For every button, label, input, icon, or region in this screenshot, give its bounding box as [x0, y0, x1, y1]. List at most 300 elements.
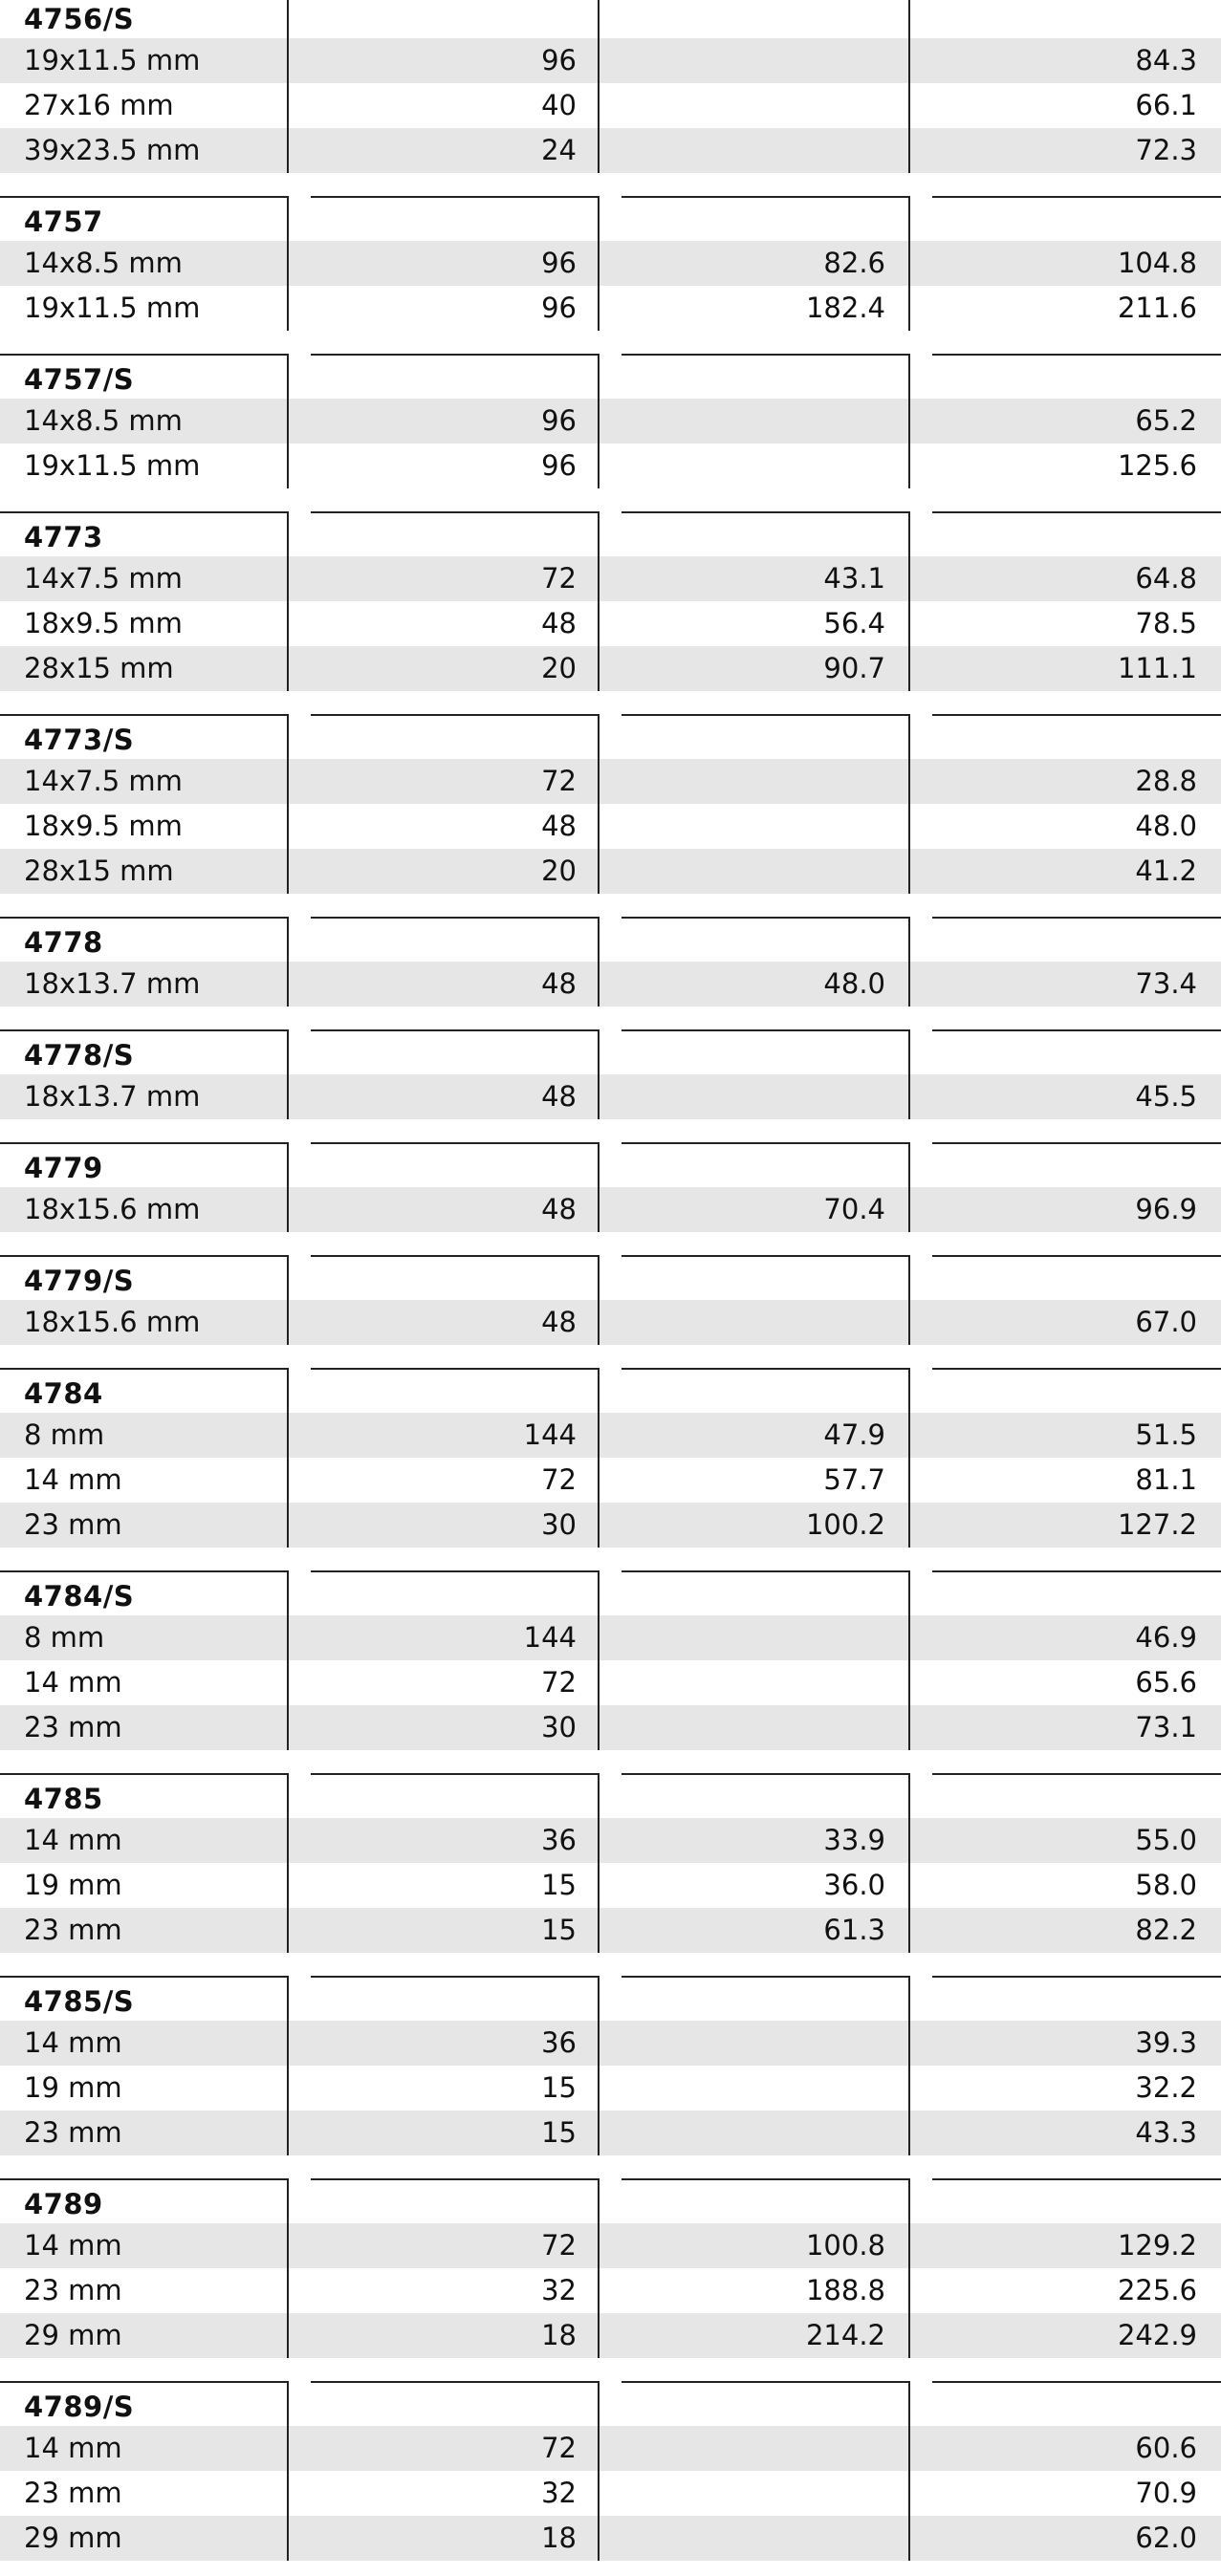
quantity-cell: 18: [541, 2319, 577, 2351]
size-cell: 19 mm: [24, 2071, 122, 2104]
quantity-cell: 48: [541, 1306, 577, 1338]
quantity-cell: 72: [541, 2432, 577, 2464]
product-code: 4757/S: [24, 363, 135, 396]
group-top-border: [311, 196, 600, 198]
size-cell: 19x11.5 mm: [24, 449, 201, 482]
column-divider: [908, 196, 910, 331]
group-top-border: [621, 1773, 910, 1775]
value-cell-2: 64.8: [1135, 562, 1197, 595]
group-top-border: [621, 2178, 910, 2180]
group-header: [0, 1029, 1221, 1074]
value-cell-1: 57.7: [823, 1463, 885, 1496]
value-cell-2: 127.2: [1117, 1508, 1197, 1541]
column-divider: [598, 917, 600, 1007]
table-row: [0, 2516, 1221, 2561]
table-row: [0, 1458, 1221, 1503]
size-cell: 18x15.6 mm: [24, 1193, 201, 1225]
table-row: [0, 286, 1221, 331]
value-cell-1: 36.0: [823, 1869, 885, 1901]
group-top-border: [621, 196, 910, 198]
column-divider: [598, 1976, 600, 2155]
group-top-border: [932, 2381, 1221, 2383]
group-top-border: [0, 917, 289, 919]
group-top-border: [621, 1142, 910, 1144]
table-row: [0, 2066, 1221, 2111]
group-top-border: [621, 714, 910, 716]
value-cell-2: 32.2: [1135, 2071, 1197, 2104]
size-cell: 14 mm: [24, 2026, 122, 2059]
size-cell: 29 mm: [24, 2522, 122, 2554]
column-divider: [287, 1570, 289, 1750]
table-row: [0, 2021, 1221, 2066]
product-group: [0, 1976, 1221, 2155]
table-row: [0, 1818, 1221, 1863]
size-cell: 14 mm: [24, 1824, 122, 1856]
column-divider: [287, 511, 289, 691]
product-code: 4757: [24, 206, 103, 238]
quantity-cell: 15: [541, 2116, 577, 2149]
group-header: [0, 1570, 1221, 1615]
value-cell-2: 211.6: [1117, 292, 1197, 324]
size-cell: 23 mm: [24, 2274, 122, 2306]
size-cell: 14x8.5 mm: [24, 404, 183, 437]
value-cell-2: 81.1: [1135, 1463, 1197, 1496]
size-cell: 27x16 mm: [24, 89, 174, 121]
value-cell-2: 41.2: [1135, 855, 1197, 887]
value-cell-1: 100.2: [805, 1508, 885, 1541]
value-cell-1: 214.2: [805, 2319, 885, 2351]
product-group: [0, 196, 1221, 331]
size-cell: 14x8.5 mm: [24, 247, 183, 279]
quantity-cell: 24: [541, 134, 577, 166]
table-row: [0, 849, 1221, 894]
quantity-cell: 96: [541, 404, 577, 437]
value-cell-2: 129.2: [1117, 2229, 1197, 2262]
value-cell-1: 182.4: [805, 292, 885, 324]
value-cell-2: 73.1: [1135, 1711, 1197, 1743]
quantity-cell: 18: [541, 2522, 577, 2554]
group-top-border: [0, 511, 289, 513]
table-row: [0, 601, 1221, 646]
product-group: [0, 1029, 1221, 1119]
group-top-border: [621, 354, 910, 356]
column-divider: [908, 1255, 910, 1345]
column-divider: [287, 1142, 289, 1232]
group-top-border: [0, 1368, 289, 1370]
group-top-border: [932, 2178, 1221, 2180]
product-group: [0, 1255, 1221, 1345]
value-cell-2: 28.8: [1135, 765, 1197, 797]
group-top-border: [311, 1255, 600, 1257]
group-top-border: [311, 1142, 600, 1144]
value-cell-2: 104.8: [1117, 247, 1197, 279]
column-divider: [287, 1255, 289, 1345]
group-top-border: [311, 1976, 600, 1978]
column-divider: [287, 2381, 289, 2561]
group-top-border: [0, 714, 289, 716]
quantity-cell: 48: [541, 967, 577, 1000]
quantity-cell: 144: [523, 1621, 577, 1654]
size-cell: 28x15 mm: [24, 855, 174, 887]
size-cell: 29 mm: [24, 2319, 122, 2351]
group-header: [0, 196, 1221, 241]
product-code: 4779: [24, 1152, 103, 1184]
column-divider: [908, 1570, 910, 1750]
group-top-border: [311, 1773, 600, 1775]
quantity-cell: 30: [541, 1508, 577, 1541]
product-group: [0, 0, 1221, 173]
size-cell: 14x7.5 mm: [24, 765, 183, 797]
table-row: [0, 1300, 1221, 1345]
column-divider: [287, 714, 289, 894]
group-top-border: [311, 1570, 600, 1572]
size-cell: 23 mm: [24, 2116, 122, 2149]
value-cell-2: 70.9: [1135, 2477, 1197, 2509]
group-header: [0, 2381, 1221, 2426]
table-row: [0, 1908, 1221, 1953]
size-cell: 8 mm: [24, 1418, 105, 1451]
value-cell-1: 56.4: [823, 607, 885, 639]
group-top-border: [621, 2381, 910, 2383]
quantity-cell: 72: [541, 1463, 577, 1496]
value-cell-2: 66.1: [1135, 89, 1197, 121]
quantity-cell: 72: [541, 765, 577, 797]
group-header: [0, 1142, 1221, 1187]
value-cell-1: 48.0: [823, 967, 885, 1000]
column-divider: [908, 511, 910, 691]
value-cell-2: 111.1: [1117, 652, 1197, 684]
group-top-border: [0, 354, 289, 356]
product-group: [0, 511, 1221, 691]
column-divider: [598, 2178, 600, 2358]
quantity-cell: 15: [541, 1914, 577, 1946]
group-top-border: [932, 1368, 1221, 1370]
table-row: [0, 2111, 1221, 2155]
group-top-border: [0, 1773, 289, 1775]
group-top-border: [311, 354, 600, 356]
column-divider: [598, 1142, 600, 1232]
column-divider: [598, 1570, 600, 1750]
table-row: [0, 2471, 1221, 2516]
size-cell: 14 mm: [24, 2229, 122, 2262]
product-code: 4773: [24, 521, 103, 553]
table-row: [0, 759, 1221, 804]
group-top-border: [621, 511, 910, 513]
group-header: [0, 354, 1221, 399]
table-row: [0, 128, 1221, 173]
column-divider: [908, 1976, 910, 2155]
quantity-cell: 30: [541, 1711, 577, 1743]
value-cell-2: 60.6: [1135, 2432, 1197, 2464]
value-cell-2: 46.9: [1135, 1621, 1197, 1654]
column-divider: [908, 2178, 910, 2358]
group-header: [0, 1773, 1221, 1818]
size-cell: 23 mm: [24, 1914, 122, 1946]
group-top-border: [932, 917, 1221, 919]
table-row: [0, 804, 1221, 849]
group-top-border: [932, 354, 1221, 356]
product-group: [0, 2178, 1221, 2358]
quantity-cell: 15: [541, 1869, 577, 1901]
group-top-border: [311, 511, 600, 513]
size-cell: 8 mm: [24, 1621, 105, 1654]
value-cell-1: 90.7: [823, 652, 885, 684]
size-cell: 18x13.7 mm: [24, 1080, 201, 1113]
value-cell-1: 188.8: [805, 2274, 885, 2306]
product-code: 4784/S: [24, 1580, 135, 1613]
group-header: [0, 2178, 1221, 2223]
table-row: [0, 1187, 1221, 1232]
size-cell: 23 mm: [24, 2477, 122, 2509]
quantity-cell: 72: [541, 562, 577, 595]
value-cell-2: 84.3: [1135, 44, 1197, 76]
quantity-cell: 20: [541, 855, 577, 887]
column-divider: [908, 1773, 910, 1953]
table-row: [0, 1660, 1221, 1705]
group-top-border: [311, 917, 600, 919]
size-cell: 14 mm: [24, 1463, 122, 1496]
column-divider: [908, 1029, 910, 1119]
value-cell-1: 33.9: [823, 1824, 885, 1856]
value-cell-1: 43.1: [823, 562, 885, 595]
column-divider: [908, 1368, 910, 1548]
quantity-cell: 36: [541, 1824, 577, 1856]
value-cell-2: 96.9: [1135, 1193, 1197, 1225]
group-top-border: [932, 714, 1221, 716]
size-cell: 23 mm: [24, 1508, 122, 1541]
value-cell-2: 62.0: [1135, 2522, 1197, 2554]
group-top-border: [311, 1368, 600, 1370]
value-cell-2: 72.3: [1135, 134, 1197, 166]
value-cell-2: 65.2: [1135, 404, 1197, 437]
group-top-border: [932, 511, 1221, 513]
table-row: [0, 1503, 1221, 1548]
column-divider: [598, 0, 600, 173]
size-cell: 28x15 mm: [24, 652, 174, 684]
quantity-cell: 96: [541, 44, 577, 76]
value-cell-1: 82.6: [823, 247, 885, 279]
quantity-cell: 40: [541, 89, 577, 121]
group-top-border: [932, 1142, 1221, 1144]
column-divider: [908, 714, 910, 894]
group-top-border: [932, 1255, 1221, 1257]
column-divider: [598, 1255, 600, 1345]
table-row: [0, 646, 1221, 691]
group-header: [0, 917, 1221, 962]
quantity-cell: 96: [541, 247, 577, 279]
group-header: [0, 0, 1221, 38]
column-divider: [908, 2381, 910, 2561]
product-code: 4785: [24, 1783, 103, 1815]
value-cell-1: 61.3: [823, 1914, 885, 1946]
quantity-cell: 48: [541, 810, 577, 842]
column-divider: [287, 354, 289, 488]
group-top-border: [621, 1029, 910, 1031]
column-divider: [598, 1773, 600, 1953]
value-cell-2: 67.0: [1135, 1306, 1197, 1338]
size-cell: 18x9.5 mm: [24, 607, 183, 639]
group-top-border: [311, 2178, 600, 2180]
size-cell: 18x13.7 mm: [24, 967, 201, 1000]
group-top-border: [311, 714, 600, 716]
table-row: [0, 83, 1221, 128]
column-divider: [908, 917, 910, 1007]
table-row: [0, 399, 1221, 444]
table-row: [0, 444, 1221, 488]
value-cell-1: 100.8: [805, 2229, 885, 2262]
product-group: [0, 1570, 1221, 1750]
column-divider: [287, 0, 289, 173]
value-cell-2: 51.5: [1135, 1418, 1197, 1451]
product-code: 4784: [24, 1377, 103, 1410]
table-row: [0, 241, 1221, 286]
size-cell: 14x7.5 mm: [24, 562, 183, 595]
group-top-border: [0, 1255, 289, 1257]
group-header: [0, 1976, 1221, 2021]
group-header: [0, 511, 1221, 556]
table-row: [0, 2313, 1221, 2358]
quantity-cell: 72: [541, 1666, 577, 1699]
column-divider: [287, 196, 289, 331]
column-divider: [287, 1773, 289, 1953]
size-cell: 14 mm: [24, 1666, 122, 1699]
table-row: [0, 38, 1221, 83]
group-top-border: [932, 196, 1221, 198]
group-top-border: [0, 196, 289, 198]
group-top-border: [311, 2381, 600, 2383]
table-row: [0, 1074, 1221, 1119]
value-cell-2: 78.5: [1135, 607, 1197, 639]
size-cell: 18x15.6 mm: [24, 1306, 201, 1338]
quantity-cell: 36: [541, 2026, 577, 2059]
group-top-border: [0, 2381, 289, 2383]
column-divider: [598, 511, 600, 691]
group-top-border: [621, 1368, 910, 1370]
table-row: [0, 962, 1221, 1007]
quantity-cell: 96: [541, 292, 577, 324]
quantity-cell: 48: [541, 1193, 577, 1225]
group-top-border: [0, 1142, 289, 1144]
quantity-cell: 96: [541, 449, 577, 482]
value-cell-2: 58.0: [1135, 1869, 1197, 1901]
size-cell: 18x9.5 mm: [24, 810, 183, 842]
quantity-cell: 32: [541, 2477, 577, 2509]
product-code: 4789: [24, 2188, 103, 2220]
column-divider: [598, 1029, 600, 1119]
product-code: 4756/S: [24, 3, 135, 35]
table-row: [0, 2426, 1221, 2471]
column-divider: [908, 354, 910, 488]
product-group: [0, 354, 1221, 488]
value-cell-2: 125.6: [1117, 449, 1197, 482]
quantity-cell: 48: [541, 607, 577, 639]
table-row: [0, 2223, 1221, 2268]
quantity-cell: 32: [541, 2274, 577, 2306]
product-group: [0, 1142, 1221, 1232]
value-cell-2: 73.4: [1135, 967, 1197, 1000]
group-top-border: [932, 1976, 1221, 1978]
group-top-border: [932, 1570, 1221, 1572]
value-cell-2: 48.0: [1135, 810, 1197, 842]
table-row: [0, 1863, 1221, 1908]
value-cell-2: 82.2: [1135, 1914, 1197, 1946]
quantity-cell: 15: [541, 2071, 577, 2104]
product-group: [0, 2381, 1221, 2561]
product-group: [0, 1368, 1221, 1548]
value-cell-2: 43.3: [1135, 2116, 1197, 2149]
size-cell: 14 mm: [24, 2432, 122, 2464]
quantity-cell: 72: [541, 2229, 577, 2262]
group-top-border: [621, 1255, 910, 1257]
group-top-border: [0, 1570, 289, 1572]
group-top-border: [932, 1773, 1221, 1775]
value-cell-2: 225.6: [1117, 2274, 1197, 2306]
product-code: 4779/S: [24, 1265, 135, 1297]
group-top-border: [621, 1976, 910, 1978]
quantity-cell: 144: [523, 1418, 577, 1451]
column-divider: [287, 1368, 289, 1548]
value-cell-2: 39.3: [1135, 2026, 1197, 2059]
column-divider: [598, 2381, 600, 2561]
size-cell: 23 mm: [24, 1711, 122, 1743]
value-cell-1: 47.9: [823, 1418, 885, 1451]
table-row: [0, 1615, 1221, 1660]
quantity-cell: 20: [541, 652, 577, 684]
column-divider: [598, 714, 600, 894]
table-row: [0, 1413, 1221, 1458]
column-divider: [908, 0, 910, 173]
product-group: [0, 917, 1221, 1007]
product-code: 4785/S: [24, 1985, 135, 2018]
table-row: [0, 556, 1221, 601]
column-divider: [287, 1976, 289, 2155]
column-divider: [287, 917, 289, 1007]
product-code: 4773/S: [24, 724, 135, 756]
product-code: 4778: [24, 926, 103, 959]
size-cell: 19x11.5 mm: [24, 292, 201, 324]
group-top-border: [0, 1976, 289, 1978]
size-cell: 19 mm: [24, 1869, 122, 1901]
value-cell-2: 45.5: [1135, 1080, 1197, 1113]
size-cell: 19x11.5 mm: [24, 44, 201, 76]
value-cell-1: 70.4: [823, 1193, 885, 1225]
column-divider: [598, 196, 600, 331]
value-cell-2: 242.9: [1117, 2319, 1197, 2351]
group-header: [0, 1368, 1221, 1413]
group-header: [0, 1255, 1221, 1300]
quantity-cell: 48: [541, 1080, 577, 1113]
product-group: [0, 1773, 1221, 1953]
column-divider: [908, 1142, 910, 1232]
product-group: [0, 714, 1221, 894]
group-top-border: [0, 2178, 289, 2180]
table-row: [0, 1705, 1221, 1750]
column-divider: [287, 2178, 289, 2358]
product-code: 4778/S: [24, 1039, 135, 1072]
value-cell-2: 65.6: [1135, 1666, 1197, 1699]
group-top-border: [0, 1029, 289, 1031]
product-code: 4789/S: [24, 2391, 135, 2423]
group-top-border: [621, 1570, 910, 1572]
table-row: [0, 2268, 1221, 2313]
size-cell: 39x23.5 mm: [24, 134, 201, 166]
group-top-border: [621, 917, 910, 919]
column-divider: [287, 1029, 289, 1119]
value-cell-2: 55.0: [1135, 1824, 1197, 1856]
group-header: [0, 714, 1221, 759]
group-top-border: [311, 1029, 600, 1031]
group-top-border: [932, 1029, 1221, 1031]
